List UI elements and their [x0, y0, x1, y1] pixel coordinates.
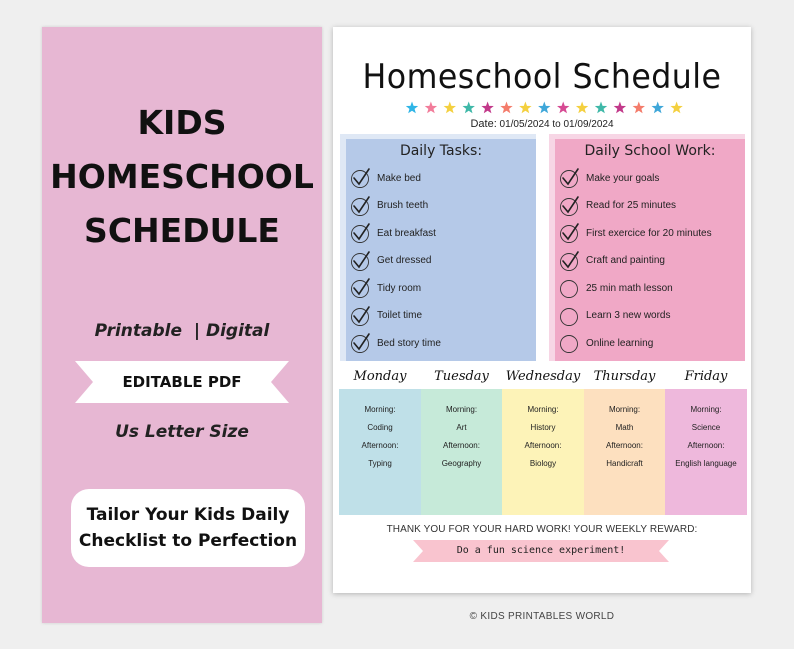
school-work-item[interactable] [559, 332, 743, 354]
school-work-item[interactable] [559, 195, 743, 217]
day-afternoon-label: Afternoon: [687, 441, 725, 450]
daily-task-label: Make bed [377, 172, 421, 184]
school-work-label: Learn 3 new words [586, 310, 671, 321]
date-label: Date: [470, 118, 497, 130]
star-icon [481, 102, 493, 114]
day-name-wednesday: Wednesday [505, 369, 581, 384]
day-morning: Science [691, 423, 721, 432]
reward-ribbon [413, 540, 669, 562]
star-icon [500, 102, 512, 114]
star-icon [406, 102, 418, 114]
day-column-wednesday [502, 389, 584, 515]
daily-tasks-box [346, 139, 536, 361]
day-name-tuesday: Tuesday [434, 369, 489, 384]
schedule-page [333, 27, 751, 593]
date-value: 01/05/2024 to 01/09/2024 [499, 119, 614, 130]
daily-task-item[interactable] [350, 277, 534, 299]
daily-task-item[interactable] [350, 167, 534, 189]
reward-text: Do a fun science experiment! [456, 545, 626, 556]
tailor-card [71, 489, 305, 567]
day-morning: History [530, 423, 556, 432]
school-work-label: Craft and painting [586, 255, 665, 266]
star-icon [614, 102, 626, 114]
daily-task-label: Toilet time [377, 310, 423, 321]
day-column-thursday [584, 389, 666, 515]
empty-circle-icon[interactable] [559, 305, 581, 327]
star-icon [652, 102, 664, 114]
star-icon [633, 102, 645, 114]
checked-circle-icon[interactable] [350, 222, 372, 244]
daily-task-item[interactable] [350, 222, 534, 244]
star-icon [538, 102, 550, 114]
star-icon [444, 102, 456, 114]
star-icon [519, 102, 531, 114]
stars-row [404, 100, 684, 116]
empty-circle-icon[interactable] [559, 277, 581, 299]
checked-circle-icon[interactable] [350, 332, 372, 354]
day-name-thursday: Thursday [593, 369, 656, 384]
size-text: Us Letter Size [115, 422, 249, 442]
promo-title-line: SCHEDULE [84, 211, 280, 250]
tailor-line: Tailor Your Kids Daily [86, 505, 290, 525]
day-afternoon-label: Afternoon: [606, 441, 643, 450]
daily-task-label: Eat breakfast [377, 227, 436, 239]
copyright-text: © KIDS PRINTABLES WORLD [469, 611, 615, 622]
school-work-label: Read for 25 minutes [586, 200, 677, 211]
checked-circle-icon[interactable] [559, 250, 581, 272]
day-name-monday: Monday [353, 369, 407, 384]
day-afternoon: Geography [441, 459, 482, 468]
day-afternoon: Typing [368, 459, 392, 468]
checked-circle-icon[interactable] [350, 167, 372, 189]
school-work-box [555, 139, 745, 361]
ribbon-label: EDITABLE PDF [122, 373, 242, 391]
reward-heading: THANK YOU FOR YOUR HARD WORK! YOUR WEEKLY REWARD: [386, 524, 698, 535]
daily-task-item[interactable] [350, 250, 534, 272]
star-icon [576, 102, 588, 114]
day-column-tuesday [421, 389, 503, 515]
daily-task-item[interactable] [350, 195, 534, 217]
day-morning: Coding [367, 423, 393, 432]
star-icon [425, 102, 437, 114]
daily-task-label: Bed story time [377, 337, 441, 349]
school-work-item[interactable] [559, 305, 743, 327]
editable-pdf-ribbon [75, 361, 289, 403]
school-work-item[interactable] [559, 277, 743, 299]
format-text: Printable | Digital [94, 321, 270, 341]
daily-task-label: Get dressed [377, 255, 432, 266]
tailor-line: Checklist to Perfection [78, 531, 298, 551]
daily-task-label: Brush teeth [377, 200, 429, 211]
school-work-item[interactable] [559, 222, 743, 244]
daily-tasks-heading: Daily Tasks: [399, 143, 483, 159]
day-morning-label: Morning: [364, 405, 396, 414]
school-work-label: 25 min math lesson [586, 282, 673, 294]
school-work-item[interactable] [559, 250, 743, 272]
checked-circle-icon[interactable] [350, 305, 372, 327]
day-afternoon: Handicraft [606, 459, 643, 468]
day-afternoon-label: Afternoon: [361, 441, 399, 450]
star-icon [595, 102, 607, 114]
checked-circle-icon[interactable] [559, 222, 581, 244]
day-afternoon-label: Afternoon: [443, 441, 480, 450]
empty-circle-icon[interactable] [559, 332, 581, 354]
day-morning-label: Morning: [527, 405, 559, 414]
checked-circle-icon[interactable] [350, 277, 372, 299]
star-icon [463, 102, 475, 114]
checked-circle-icon[interactable] [350, 195, 372, 217]
page-title: Homeschool Schedule [362, 57, 722, 97]
day-morning-label: Morning: [690, 405, 722, 414]
day-column-friday [665, 389, 747, 515]
day-morning: Math [615, 423, 634, 432]
school-work-label: First exercice for 20 minutes [586, 227, 712, 239]
star-icon [557, 102, 569, 114]
daily-task-item[interactable] [350, 305, 534, 327]
checked-circle-icon[interactable] [350, 250, 372, 272]
promo-title-line: KIDS [137, 103, 227, 142]
daily-task-item[interactable] [350, 332, 534, 354]
day-name-friday: Friday [684, 369, 728, 384]
checked-circle-icon[interactable] [559, 195, 581, 217]
promo-title-line: HOMESCHOOL [50, 157, 314, 196]
day-morning-label: Morning: [608, 405, 641, 414]
daily-task-label: Tidy room [377, 282, 422, 294]
school-work-label: Online learning [586, 337, 654, 349]
checked-circle-icon[interactable] [559, 167, 581, 189]
school-work-item[interactable] [559, 167, 743, 189]
star-icon [670, 102, 682, 114]
day-afternoon: Biology [529, 459, 557, 468]
date-line [333, 118, 751, 130]
day-afternoon: English language [675, 459, 737, 468]
day-column-monday [339, 389, 421, 515]
day-morning: Art [456, 423, 467, 432]
day-afternoon-label: Afternoon: [524, 441, 562, 450]
school-work-label: Make your goals [586, 172, 660, 184]
day-morning-label: Morning: [445, 405, 478, 414]
school-work-heading: Daily School Work: [584, 143, 716, 159]
promo-panel [42, 27, 322, 623]
